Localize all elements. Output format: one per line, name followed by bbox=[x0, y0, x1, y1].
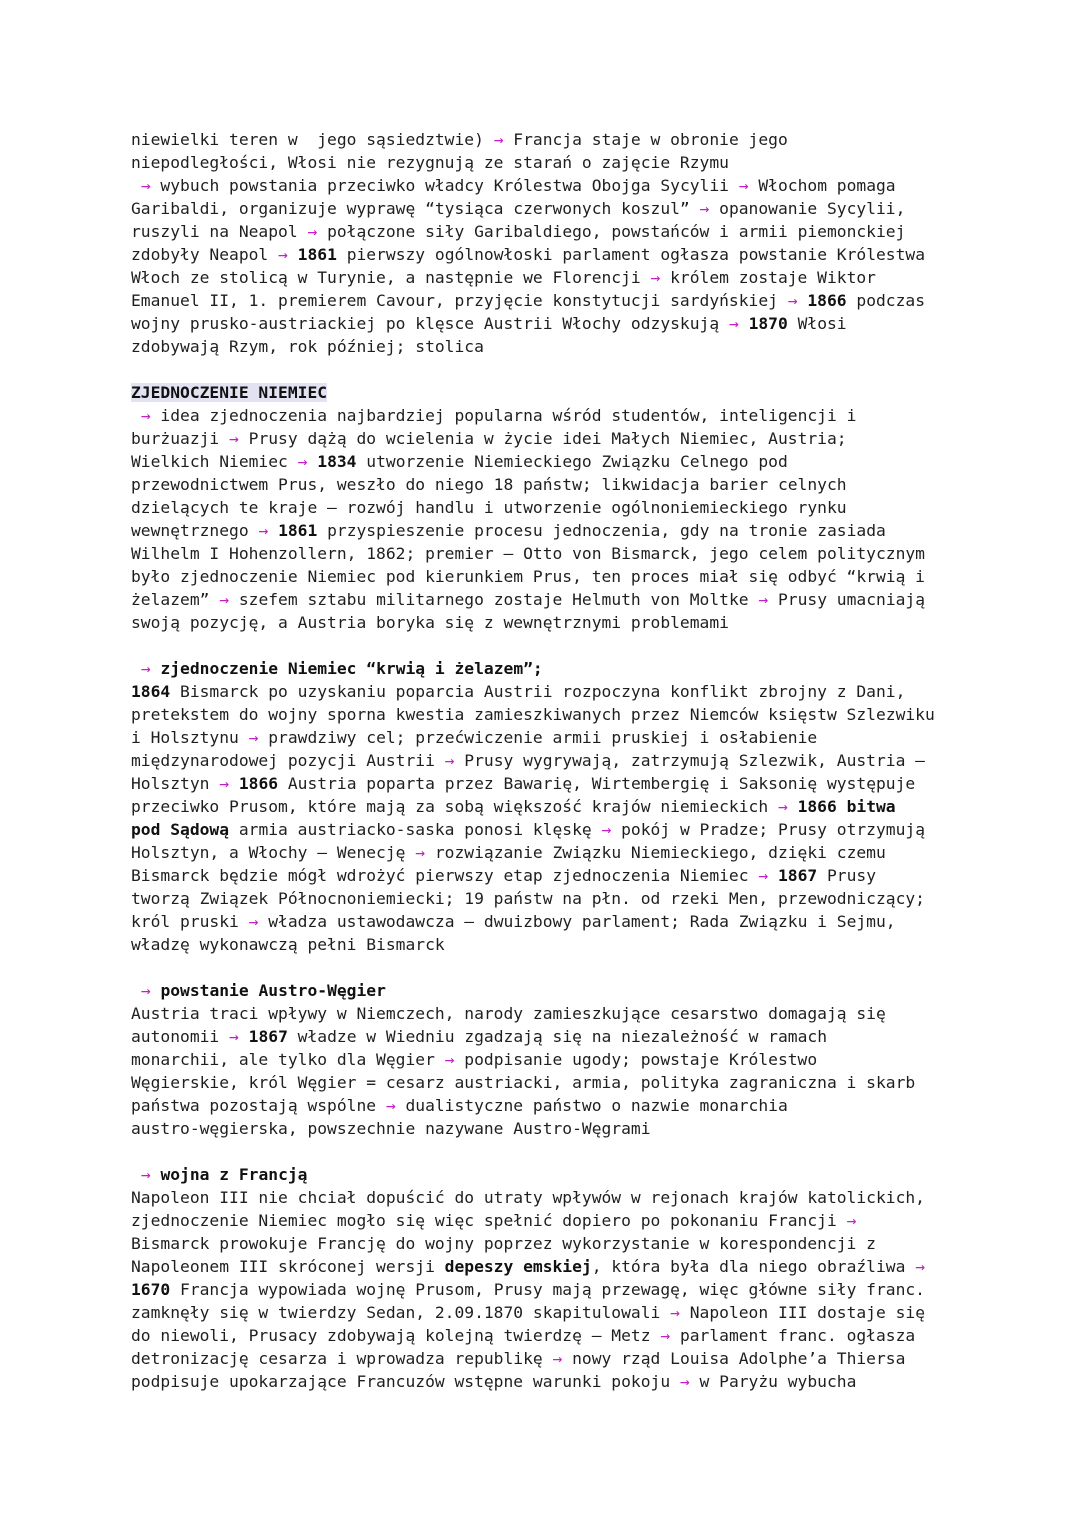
arrow-icon: → bbox=[679, 1372, 690, 1391]
text-run: Prusy wygrywają, zatrzymują Szlezwik, Austria – bbox=[454, 751, 925, 770]
text-line bbox=[131, 772, 980, 795]
bold-text: powstanie Austro-Węgier bbox=[160, 981, 386, 1000]
text-run: królem zostaje Wiktor bbox=[660, 268, 876, 287]
text-line bbox=[131, 1347, 980, 1370]
francja-paragraph bbox=[131, 1163, 980, 1393]
arrow-icon: → bbox=[140, 406, 151, 425]
text-run: Austria poparta przez Bawarię, Wirtembergię i Saksonię występuje bbox=[278, 774, 916, 793]
text-run: Garibaldi, organizuje wyprawę “tysiąca czerwonych koszul” bbox=[131, 199, 700, 218]
text-line bbox=[131, 749, 980, 772]
arrow-icon: → bbox=[777, 797, 788, 816]
arrow-icon: → bbox=[140, 176, 151, 195]
text-run: austro-węgierska, powszechnie nazywane Austro-Węgrami bbox=[131, 1119, 651, 1138]
text-run: Bismarck po uzyskaniu poparcia Austrii rozpoczyna konflikt zbrojny z Dani, bbox=[170, 682, 906, 701]
text-run: , która była dla niego obraźliwa bbox=[591, 1257, 916, 1276]
austro-wegry-paragraph bbox=[131, 979, 980, 1140]
bold-text: 1866 bbox=[238, 774, 279, 793]
text-line bbox=[131, 404, 980, 427]
arrow-icon: → bbox=[552, 1349, 563, 1368]
text-run: w Paryżu wybucha bbox=[689, 1372, 857, 1391]
arrow-icon: → bbox=[601, 820, 612, 839]
text-line bbox=[131, 381, 980, 404]
text-run bbox=[151, 1165, 161, 1184]
text-line bbox=[131, 1163, 980, 1186]
text-line bbox=[131, 864, 980, 887]
text-line bbox=[131, 703, 980, 726]
bold-text: 1861 bbox=[297, 245, 337, 264]
text-line bbox=[131, 588, 980, 611]
text-line bbox=[131, 910, 980, 933]
text-run: idea zjednoczenia najbardziej popularna wśród studentów, inteligencji i bbox=[150, 406, 857, 425]
bold-text: 1866 bitwa bbox=[797, 797, 896, 816]
text-run: Emanuel II, 1. premierem Cavour, przyjęcie konstytucji sardyńskiej bbox=[131, 291, 788, 310]
text-run: swoją pozycję, a Austria boryka się z wewnętrznymi problemami bbox=[131, 613, 729, 632]
text-run: dualistyczne państwo o nazwie monarchia bbox=[395, 1096, 788, 1115]
text-line bbox=[131, 542, 980, 565]
arrow-icon: → bbox=[650, 268, 661, 287]
text-run: połączone siły Garibaldiego, powstańców i armii piemonckiej bbox=[317, 222, 906, 241]
text-line bbox=[131, 1117, 980, 1140]
text-line bbox=[131, 1186, 980, 1209]
arrow-icon: → bbox=[248, 728, 259, 747]
text-line bbox=[131, 1324, 980, 1347]
arrow-icon: → bbox=[670, 1303, 680, 1322]
text-run bbox=[131, 1165, 141, 1184]
arrow-icon: → bbox=[444, 1050, 455, 1069]
text-run: burżuazji bbox=[131, 429, 230, 448]
text-line bbox=[131, 933, 980, 956]
arrow-icon: → bbox=[229, 429, 239, 448]
bold-text: 1867 bbox=[777, 866, 818, 885]
bold-text: depeszy emskiej bbox=[444, 1257, 592, 1276]
text-line bbox=[131, 243, 980, 266]
text-run bbox=[131, 406, 141, 425]
text-run: Napoleonem III skróconej wersji bbox=[131, 1257, 445, 1276]
arrow-icon: → bbox=[444, 751, 455, 770]
text-line bbox=[131, 289, 980, 312]
bold-text: 1864 bbox=[131, 682, 171, 701]
arrow-icon: → bbox=[415, 843, 426, 862]
text-line bbox=[131, 1255, 980, 1278]
text-run bbox=[268, 521, 278, 540]
arrow-icon: → bbox=[229, 1027, 239, 1046]
arrow-icon: → bbox=[493, 130, 504, 149]
text-run: autonomii bbox=[131, 1027, 230, 1046]
text-run: Włosi bbox=[787, 314, 847, 333]
text-line bbox=[131, 1278, 980, 1301]
text-run: wybuch powstania przeciwko władcy Królestwa Obojga Sycylii bbox=[150, 176, 739, 195]
text-run: przyspieszenie procesu jednoczenia, gdy na tronie zasiada bbox=[317, 521, 886, 540]
text-line bbox=[131, 818, 980, 841]
arrow-icon: → bbox=[140, 1165, 151, 1184]
arrow-icon: → bbox=[915, 1257, 926, 1276]
text-line bbox=[131, 335, 980, 358]
text-run: Francja staje w obronie jego bbox=[503, 130, 788, 149]
text-line bbox=[131, 887, 980, 910]
text-run: podpisanie ugody; powstaje Królestwo bbox=[454, 1050, 818, 1069]
text-run: pretekstem do wojny sporna kwestia zamieszkiwanych przez Niemców księstw Szlezwiku bbox=[131, 705, 935, 724]
text-run: żelazem” bbox=[131, 590, 220, 609]
bold-text: 1834 bbox=[317, 452, 357, 471]
text-run: monarchii, ale tylko dla Węgier bbox=[131, 1050, 445, 1069]
text-run bbox=[788, 797, 798, 816]
text-run bbox=[131, 176, 141, 195]
text-line bbox=[131, 312, 980, 335]
text-line bbox=[131, 841, 980, 864]
text-line bbox=[131, 1002, 980, 1025]
intro-paragraph bbox=[131, 128, 980, 358]
text-line bbox=[131, 1094, 980, 1117]
text-run bbox=[288, 245, 298, 264]
text-line bbox=[131, 611, 980, 634]
text-run: Włoch ze stolicą w Turynie, a następnie we Florencji bbox=[131, 268, 651, 287]
text-run: zjednoczenie Niemiec mogło się więc spełnić dopiero po pokonaniu Francji bbox=[131, 1211, 847, 1230]
arrow-icon: → bbox=[758, 590, 769, 609]
text-run: było zjednoczenie Niemiec pod kierunkiem Prus, ten proces miał się odbyć “krwią i bbox=[131, 567, 925, 586]
text-run: Francja wypowiada wojnę Prusom, Prusy mają przewagę, więc główne siły franc. bbox=[170, 1280, 925, 1299]
arrow-icon: → bbox=[258, 521, 269, 540]
text-line bbox=[131, 1232, 980, 1255]
text-line bbox=[131, 680, 980, 703]
text-line bbox=[131, 795, 980, 818]
text-run: tworzą Związek Północnoniemiecki; 19 państw na płn. od rzeki Men, przewodniczący; bbox=[131, 889, 925, 908]
bold-text: 1861 bbox=[278, 521, 318, 540]
text-run bbox=[131, 659, 141, 678]
text-run: Bismarck prowokuje Francję do wojny poprzez wykorzystanie w korespondencji z bbox=[131, 1234, 876, 1253]
arrow-icon: → bbox=[660, 1326, 671, 1345]
text-line bbox=[131, 1209, 980, 1232]
text-run: Austria traci wpływy w Niemczech, narody zamieszkujące cesarstwo domagają się bbox=[131, 1004, 886, 1023]
arrow-icon: → bbox=[385, 1096, 396, 1115]
text-line bbox=[131, 1370, 980, 1393]
text-run bbox=[131, 981, 141, 1000]
bold-text: 1867 bbox=[248, 1027, 288, 1046]
text-run: nowy rząd Louisa Adolphe’a Thiersa bbox=[562, 1349, 906, 1368]
text-run bbox=[151, 659, 161, 678]
text-run bbox=[239, 1027, 249, 1046]
arrow-icon: → bbox=[297, 452, 308, 471]
text-line bbox=[131, 473, 980, 496]
section-heading bbox=[131, 381, 980, 404]
text-run bbox=[768, 866, 778, 885]
text-line bbox=[131, 174, 980, 197]
arrow-icon: → bbox=[738, 176, 749, 195]
bold-text: 1870 bbox=[748, 314, 788, 333]
text-run: podpisuje upokarzające Francuzów wstępne warunki pokoju bbox=[131, 1372, 680, 1391]
text-line bbox=[131, 1048, 980, 1071]
text-run: dzielących te kraje – rozwój handlu i utworzenie ogólnoniemieckiego rynku bbox=[131, 498, 847, 517]
text-run: pierwszy ogólnowłoski parlament ogłasza powstanie Królestwa bbox=[336, 245, 926, 264]
text-run: do niewoli, Prusacy zdobywają kolejną twierdzę – Metz bbox=[131, 1326, 661, 1345]
text-run: Prusy umacniają bbox=[768, 590, 926, 609]
arrow-icon: → bbox=[307, 222, 318, 241]
arrow-icon: → bbox=[787, 291, 798, 310]
bold-text: 1670 bbox=[131, 1280, 171, 1299]
text-run: Wielkich Niemiec bbox=[131, 452, 298, 471]
text-line bbox=[131, 427, 980, 450]
text-run bbox=[739, 314, 749, 333]
text-run: ruszyli na Neapol bbox=[131, 222, 308, 241]
text-line bbox=[131, 496, 980, 519]
text-run: władza ustawodawcza – dwuizbowy parlament; Rada Związku i Sejmu, bbox=[258, 912, 896, 931]
arrow-icon: → bbox=[728, 314, 739, 333]
text-line bbox=[131, 565, 980, 588]
arrow-icon: → bbox=[219, 590, 230, 609]
text-run: armia austriacko-saska ponosi klęskę bbox=[229, 820, 602, 839]
text-run: niewielki teren w jego sąsiedztwie) bbox=[131, 130, 494, 149]
text-run: szefem sztabu militarnego zostaje Helmuth von Moltke bbox=[229, 590, 759, 609]
text-run bbox=[151, 981, 161, 1000]
text-run: przeciwko Prusom, które mają za sobą większość krajów niemieckich bbox=[131, 797, 778, 816]
text-run bbox=[229, 774, 239, 793]
arrow-icon: → bbox=[219, 774, 230, 793]
arrow-icon: → bbox=[140, 659, 151, 678]
arrow-icon: → bbox=[758, 866, 769, 885]
text-run bbox=[798, 291, 808, 310]
text-line bbox=[131, 450, 980, 473]
text-run: państwa pozostają wspólne bbox=[131, 1096, 386, 1115]
text-line bbox=[131, 197, 980, 220]
text-run: międzynarodowej pozycji Austrii bbox=[131, 751, 445, 770]
krwia-paragraph bbox=[131, 657, 980, 956]
bold-text: zjednoczenie Niemiec “krwią i żelazem”; bbox=[160, 659, 543, 678]
text-line bbox=[131, 1301, 980, 1324]
arrow-icon: → bbox=[140, 981, 151, 1000]
text-run: Włochom pomaga bbox=[748, 176, 896, 195]
text-run: prawdziwy cel; przećwiczenie armii pruskiej i osłabienie bbox=[258, 728, 818, 747]
text-run: Węgierskie, król Węgier = cesarz austriacki, armia, polityka zagraniczna i skarb bbox=[131, 1073, 916, 1092]
text-line bbox=[131, 1071, 980, 1094]
bold-text: 1866 bbox=[807, 291, 847, 310]
text-run: Holsztyn bbox=[131, 774, 220, 793]
arrow-icon: → bbox=[699, 199, 710, 218]
text-run: detronizację cesarza i wprowadza republikę bbox=[131, 1349, 553, 1368]
text-run: Napoleon III nie chciał dopuścić do utraty wpływów w rejonach krajów katolickich, bbox=[131, 1188, 925, 1207]
text-run: król pruski bbox=[131, 912, 249, 931]
text-run: wewnętrznego bbox=[131, 521, 259, 540]
text-run: utworzenie Niemieckiego Związku Celnego pod bbox=[356, 452, 788, 471]
bold-text: pod Sądową bbox=[131, 820, 230, 839]
niemcy-paragraph bbox=[131, 404, 980, 634]
text-run: Prusy dążą do wcielenia w życie idei Małych Niemiec, Austria; bbox=[238, 429, 847, 448]
text-run: Bismarck będzie mógł wdrożyć pierwszy etap zjednoczenia Niemiec bbox=[131, 866, 759, 885]
text-run: podczas bbox=[846, 291, 926, 310]
text-run: niepodległości, Włosi nie rezygnują ze starań o zajęcie Rzymu bbox=[131, 153, 729, 172]
text-run bbox=[307, 452, 317, 471]
text-run: rozwiązanie Związku Niemieckiego, dzięki czemu bbox=[425, 843, 886, 862]
heading-text: ZJEDNOCZENIE NIEMIEC bbox=[131, 383, 328, 402]
text-line bbox=[131, 266, 980, 289]
text-run: Prusy bbox=[817, 866, 877, 885]
text-line bbox=[131, 726, 980, 749]
bold-text: wojna z Francją bbox=[160, 1165, 308, 1184]
text-run: władzę wykonawczą pełni Bismarck bbox=[131, 935, 445, 954]
text-line bbox=[131, 1025, 980, 1048]
text-line bbox=[131, 220, 980, 243]
text-run: przewodnictwem Prus, weszło do niego 18 państw; likwidacja barier celnych bbox=[131, 475, 847, 494]
text-run: i Holsztynu bbox=[131, 728, 249, 747]
text-line bbox=[131, 151, 980, 174]
text-line bbox=[131, 657, 980, 680]
text-run: Holsztyn, a Włochy – Wenecję bbox=[131, 843, 416, 862]
text-run: zdobywają Rzym, rok później; stolica bbox=[131, 337, 484, 356]
text-run: zdobyły Neapol bbox=[131, 245, 279, 264]
arrow-icon: → bbox=[846, 1211, 857, 1230]
text-run: Wilhelm I Hohenzollern, 1862; premier – Otto von Bismarck, jego celem politycznym bbox=[131, 544, 925, 563]
text-run: zamknęły się w twierdzy Sedan, 2.09.1870 skapitulowali bbox=[131, 1303, 671, 1322]
arrow-icon: → bbox=[278, 245, 288, 264]
text-run: opanowanie Sycylii, bbox=[709, 199, 906, 218]
text-run: władze w Wiedniu zgadzają się na niezależność w ramach bbox=[287, 1027, 827, 1046]
text-line bbox=[131, 979, 980, 1002]
arrow-icon: → bbox=[248, 912, 259, 931]
text-run: pokój w Pradze; Prusy otrzymują bbox=[611, 820, 925, 839]
text-line bbox=[131, 128, 980, 151]
text-run: Napoleon III dostaje się bbox=[679, 1303, 925, 1322]
text-run: wojny prusko-austriackiej po klęsce Austrii Włochy odzyskują bbox=[131, 314, 729, 333]
text-line bbox=[131, 519, 980, 542]
text-run: parlament franc. ogłasza bbox=[670, 1326, 916, 1345]
